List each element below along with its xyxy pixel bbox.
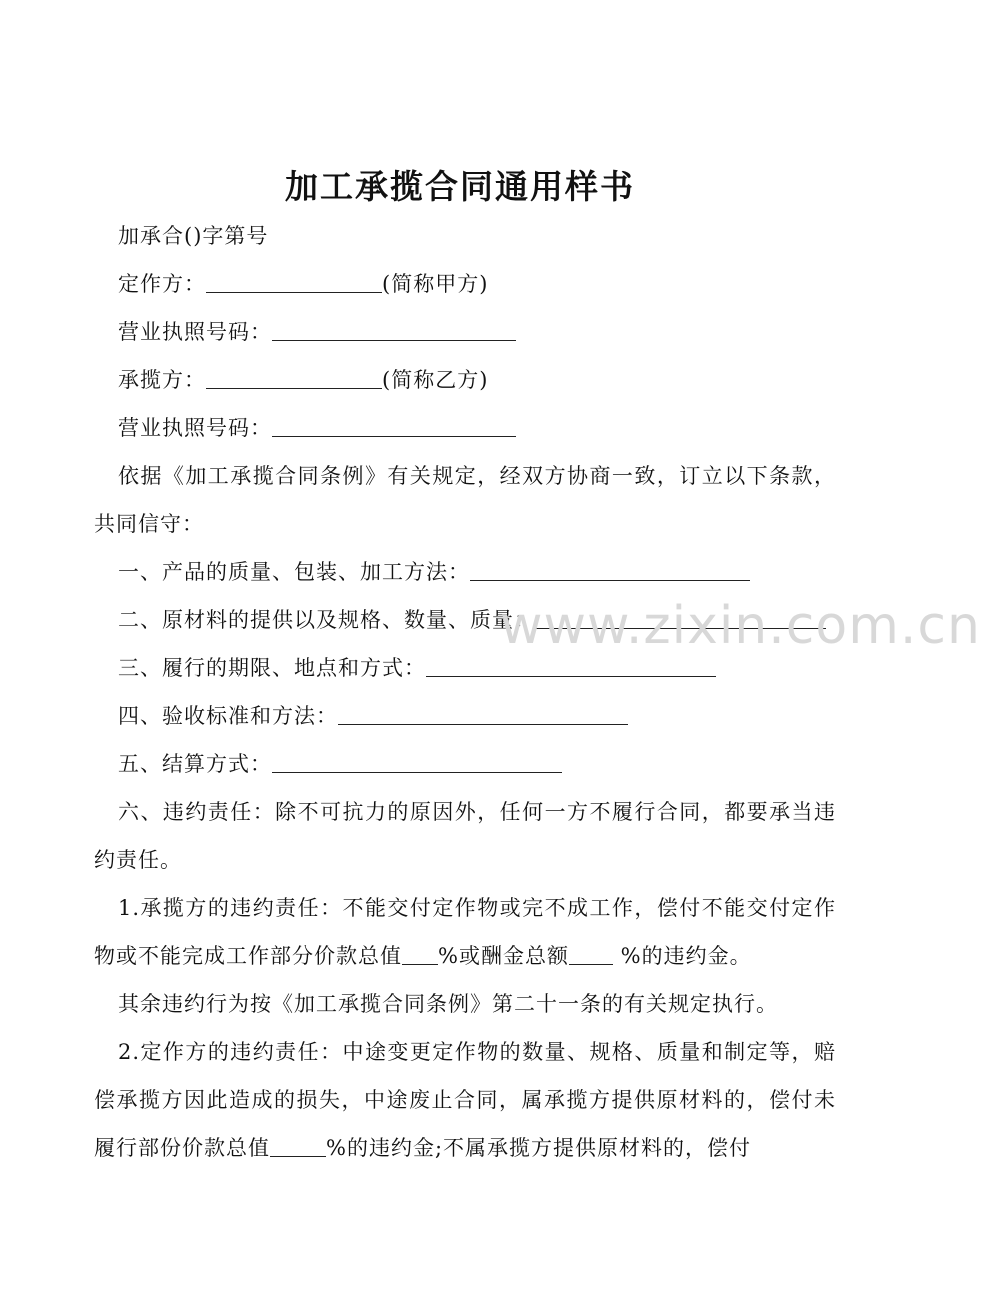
party-b-suffix: (简称乙方) (382, 368, 489, 392)
clause-3-text: 三、履行的期限、地点和方式： (118, 656, 426, 680)
liability-item-2-text: 2.定作方的违约责任：中途变更定作物的数量、规格、质量和制定等，赔偿承揽方因此造成的损失，中途废止合同，属承揽方提供原材料的，偿付未履行部份价款总值 (94, 1040, 836, 1160)
party-a-blank (206, 272, 382, 293)
document-body (94, 212, 836, 1172)
clause-6: 六、违约责任：除不可抗力的原因外，任何一方不履行合同，都要承当违约责任。 (94, 800, 836, 872)
percent-blank-2 (569, 944, 613, 965)
clause-5-blank (272, 752, 562, 773)
license-label: 营业执照号码： (118, 416, 272, 440)
party-b-license-line (94, 404, 836, 452)
party-b-license-blank (272, 416, 516, 437)
liability-item-1-text: 1.承揽方的违约责任：不能交付定作物或完不成工作，偿付不能交付定作物或不能完成工作部分价款总值 (94, 896, 836, 968)
clause-3-blank (426, 656, 716, 677)
clause-2 (94, 596, 836, 644)
party-a-license-blank (272, 320, 516, 341)
percent-blank-3 (270, 1136, 326, 1157)
party-a-line (94, 260, 836, 308)
clause-3 (94, 644, 836, 692)
license-label: 营业执照号码： (118, 320, 272, 344)
party-b-line (94, 356, 836, 404)
clause-4-blank (338, 704, 628, 725)
liability-item-1-end: %的违约金。 (612, 944, 752, 968)
liability-other: 其余违约行为按《加工承揽合同条例》第二十一条的有关规定执行。 (118, 992, 778, 1016)
clause-1 (94, 548, 836, 596)
party-b-blank (206, 368, 382, 389)
liability-item-2-end: %的违约金;不属承揽方提供原材料的，偿付 (326, 1136, 752, 1160)
percent-blank-1 (402, 944, 438, 965)
liability-item-1-mid: %或酬金总额 (438, 944, 569, 968)
clause-1-blank (470, 560, 750, 581)
clause-5 (94, 740, 836, 788)
liability-item-2 (94, 1028, 836, 1172)
clause-1-text: 一、产品的质量、包装、加工方法： (118, 560, 470, 584)
clause-5-text: 五、结算方式： (118, 752, 272, 776)
contract-number: 加承合()字第号 (118, 224, 269, 248)
party-a-label: 定作方： (118, 272, 206, 296)
document-title: 加工承揽合同通用样书 (285, 167, 635, 206)
clause-2-blank (536, 608, 826, 629)
intro-paragraph: 依据《加工承揽合同条例》有关规定，经双方协商一致，订立以下条款，共同信守： (94, 464, 836, 536)
party-a-license-line (94, 308, 836, 356)
watermark: www.zixin.com.cn (500, 596, 981, 656)
party-b-label: 承揽方： (118, 368, 206, 392)
clause-4 (94, 692, 836, 740)
party-a-suffix: (简称甲方) (382, 272, 489, 296)
liability-item-1 (94, 884, 836, 980)
clause-2-text: 二、原材料的提供以及规格、数量、质量： (118, 608, 536, 632)
clause-4-text: 四、验收标准和方法： (118, 704, 338, 728)
